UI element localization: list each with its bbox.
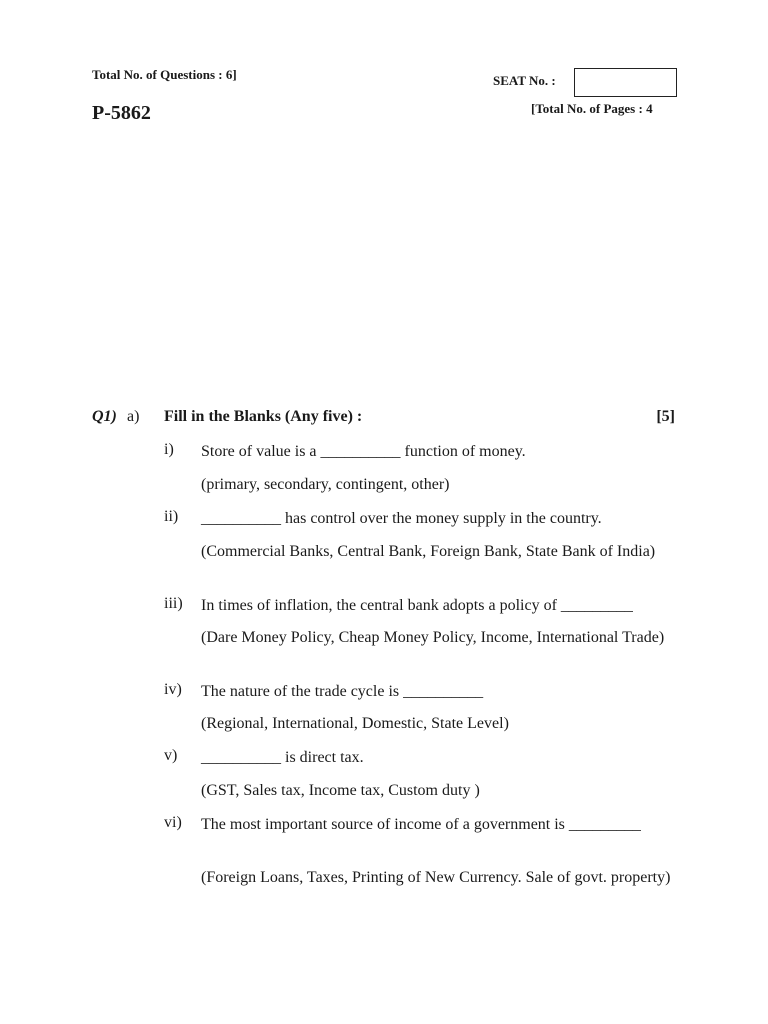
item-options: (primary, secondary, contingent, other)	[201, 476, 450, 493]
question-part: a)	[127, 408, 140, 425]
item-question: Store of value is a __________ function of money.	[201, 443, 526, 460]
total-pages: [Total No. of Pages : 4	[531, 101, 653, 116]
item-options: (Regional, International, Domestic, State Level)	[201, 715, 509, 732]
question-label	[92, 408, 117, 426]
item-question: The nature of the trade cycle is __________	[201, 683, 484, 700]
item-number: ii)	[164, 508, 179, 525]
paper-code: P-5862	[92, 102, 151, 124]
total-questions: Total No. of Questions : 6]	[92, 67, 237, 82]
item-options: (Commercial Banks, Central Bank, Foreign Bank, State Bank of India)	[201, 543, 656, 560]
question-heading: Fill in the Blanks (Any five) :	[164, 408, 363, 425]
question-number: Q1)	[92, 408, 117, 425]
seat-label: SEAT No. :	[493, 73, 556, 88]
item-number: vi)	[164, 814, 182, 831]
item-number: v)	[164, 747, 178, 764]
seat-number-box	[574, 68, 677, 97]
item-question: In times of inflation, the central bank adopts a policy of _________	[201, 597, 633, 614]
question-marks: [5]	[656, 408, 675, 425]
item-number: iv)	[164, 681, 182, 698]
item-options: (Foreign Loans, Taxes, Printing of New Currency. Sale of govt. property)	[201, 869, 671, 886]
item-question: The most important source of income of a government is _________	[201, 816, 641, 833]
item-question: __________ is direct tax.	[201, 749, 364, 766]
item-number: i)	[164, 441, 174, 458]
item-number: iii)	[164, 595, 183, 612]
item-question: __________ has control over the money supply in the country.	[201, 510, 602, 527]
item-options: (Dare Money Policy, Cheap Money Policy, Income, International Trade)	[201, 629, 665, 646]
item-options: (GST, Sales tax, Income tax, Custom duty )	[201, 782, 480, 799]
